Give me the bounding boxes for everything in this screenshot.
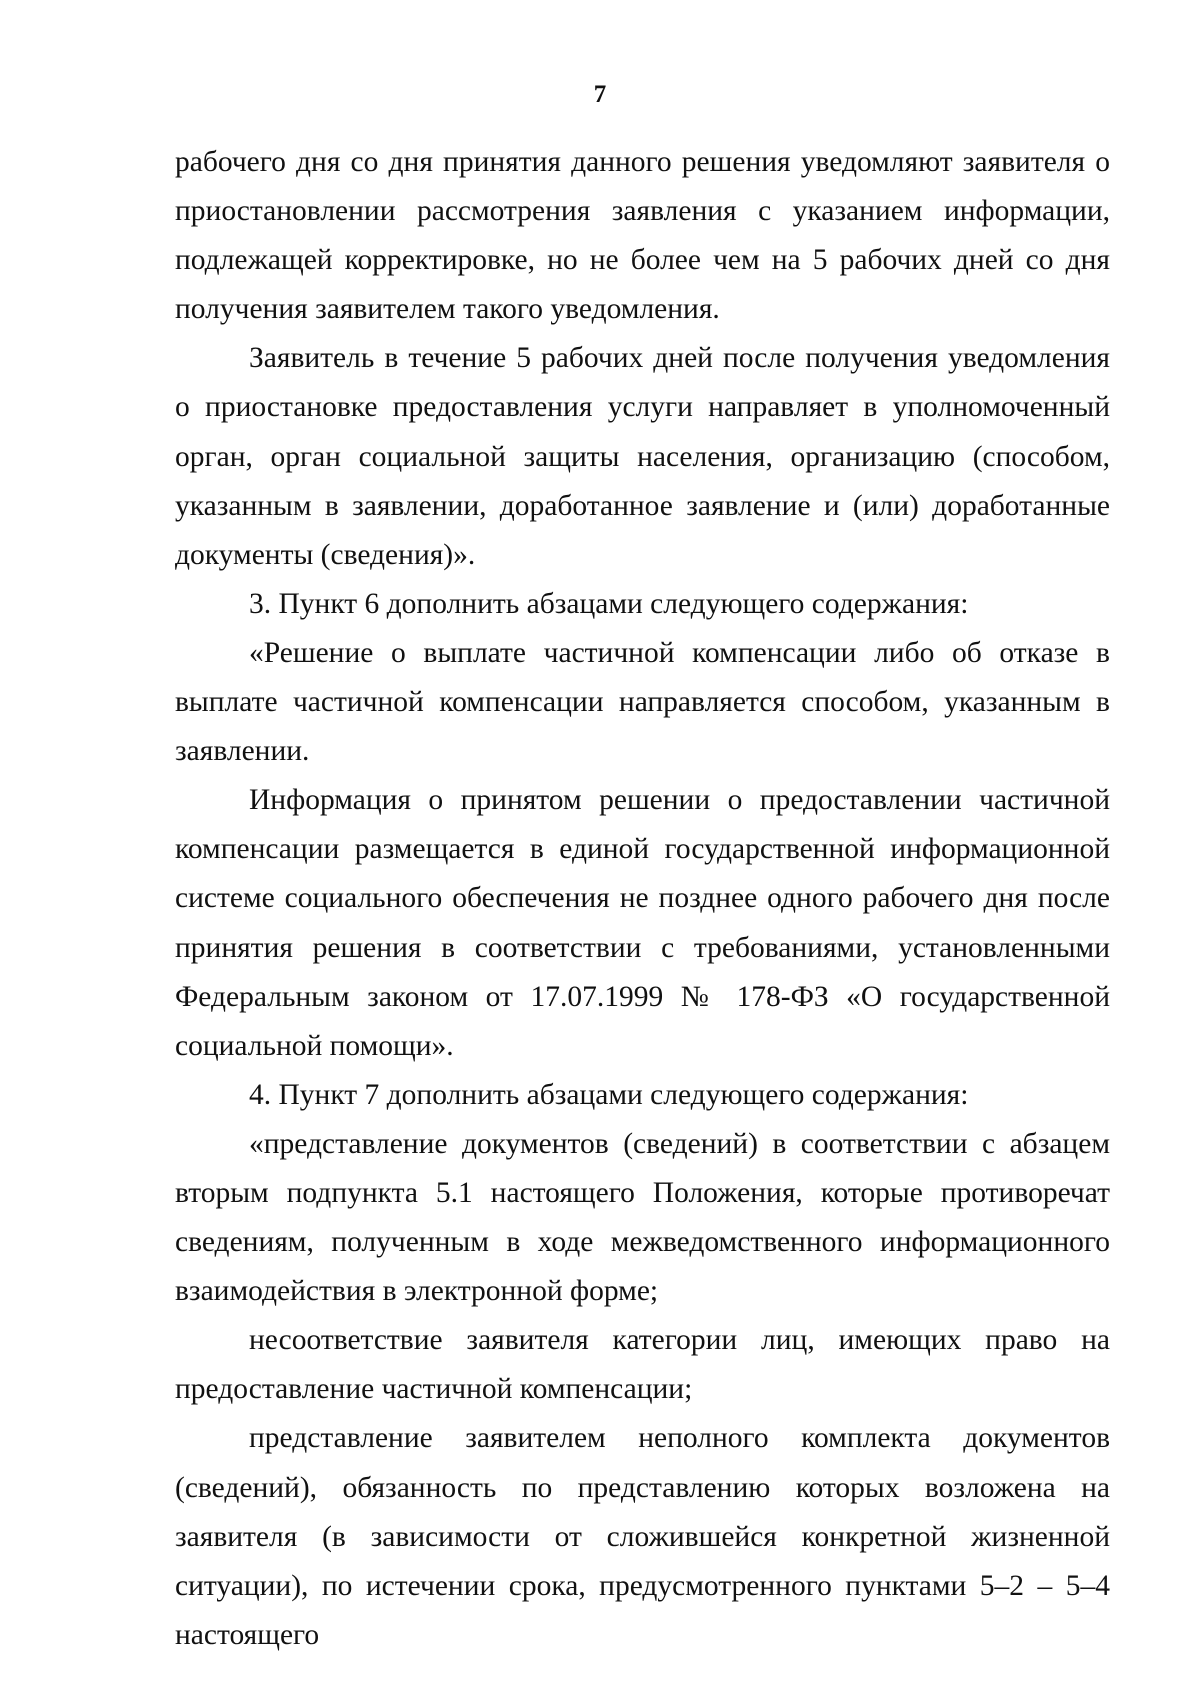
paragraph: 3. Пункт 6 дополнить абзацами следующего содержания: — [249, 587, 969, 620]
paragraph: 4. Пункт 7 дополнить абзацами следующего содержания: — [249, 1078, 969, 1111]
paragraph: представление заявителем неполного комплекта документов (сведений), обязанность по представлению которых возложена на заявителя (в зависимости от сложившейся конкретной жизненной ситуации), по истечении срока, предусмотренного пунктами 5–2 – 5–4 настоящего — [175, 1422, 1110, 1651]
page-number: 7 — [593, 81, 607, 108]
paragraph: Информация о принятом решении о предоставлении частичной компенсации размещается в единой государственной информационной системе социального обеспечения не позднее одного рабочего дня после принятия решения в соответствии с требованиями, установленными Федеральным законом от 17.07.1999 № 178-ФЗ «О государственной социальной помощи». — [175, 784, 1110, 1062]
document-body — [175, 138, 1110, 1660]
paragraph: Заявитель в течение 5 рабочих дней после получения уведомления о приостановке предоставления услуги направляет в уполномоченный орган, орган социальной защиты населения, организацию (способом, указанным в заявлении, доработанное заявление и (или) доработанные документы (сведения)». — [175, 342, 1110, 571]
paragraph: рабочего дня со дня принятия данного решения уведомляют заявителя о приостановлении рассмотрения заявления с указанием информации, подлежащей корректировке, но не более чем на 5 рабочих дней со дня получения заявителем такого уведомления. — [175, 146, 1110, 326]
paragraph: «Решение о выплате частичной компенсации либо об отказе в выплате частичной компенсации направляется способом, указанным в заявлении. — [175, 636, 1110, 768]
paragraph: несоответствие заявителя категории лиц, имеющих право на предоставление частичной компенсации; — [175, 1324, 1110, 1406]
paragraph: «представление документов (сведений) в соответствии с абзацем вторым подпункта 5.1 настоящего Положения, которые противоречат сведениям, полученным в ходе межведомственного информационного взаимодействия в электронной форме; — [175, 1127, 1110, 1308]
